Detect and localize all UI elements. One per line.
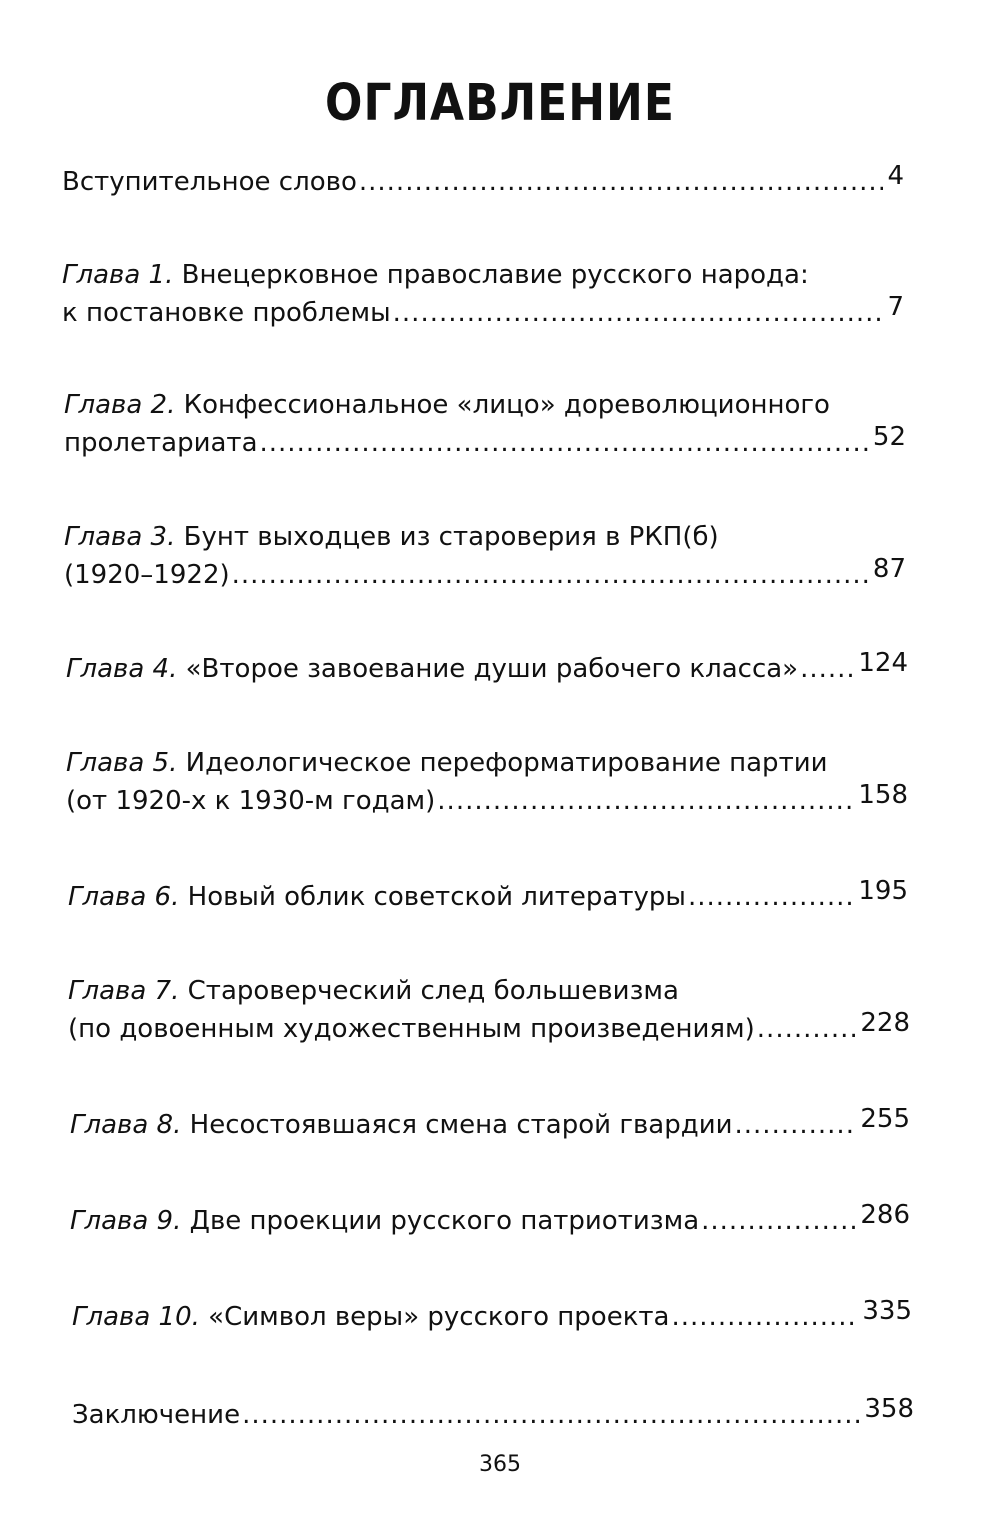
toc-entry-introduction — [62, 163, 904, 201]
entry-title: Конфессиональное «лицо» дореволюционного — [183, 390, 830, 420]
chapter-label: Глава 2. — [64, 390, 176, 420]
toc-line — [66, 744, 908, 782]
chapter-label: Глава 8. — [70, 1110, 182, 1140]
page-number: 358 — [864, 1394, 914, 1424]
toc-line — [66, 650, 908, 688]
page-title: ОГЛАВЛЕНИЕ — [325, 74, 675, 133]
toc-line — [66, 782, 908, 820]
toc-entry-chapter-6 — [68, 878, 908, 916]
entry-title: Вступительное слово — [62, 167, 357, 197]
dot-leader — [688, 878, 854, 916]
chapter-label: Глава 1. — [62, 260, 174, 290]
entry-title: Внецерковное православие русского народа: — [181, 260, 809, 290]
toc-entry-chapter-3 — [64, 518, 906, 594]
toc-line — [64, 556, 906, 594]
chapter-label: Глава 9. — [70, 1206, 182, 1236]
entry-title: Несостоявшаяся смена старой гвардии — [189, 1110, 733, 1140]
entry-title: Бунт выходцев из староверия в РКП(б) — [183, 522, 719, 552]
chapter-label: Глава 3. — [64, 522, 176, 552]
dot-leader — [757, 1010, 857, 1048]
toc-line — [72, 1298, 912, 1336]
page-number: 158 — [858, 780, 908, 810]
dot-leader — [393, 294, 884, 332]
toc-line — [68, 1010, 910, 1048]
dot-leader — [800, 650, 854, 688]
page-number: 228 — [860, 1008, 910, 1038]
entry-title: Староверческий след большевизма — [187, 976, 679, 1006]
page-number: 255 — [860, 1104, 910, 1134]
entry-title: Новый облик советской литературы — [187, 882, 686, 912]
toc-line — [64, 518, 906, 556]
toc-line — [70, 1202, 910, 1240]
toc-entry-chapter-9 — [70, 1202, 910, 1240]
entry-title-continued: (1920–1922) — [64, 560, 230, 590]
dot-leader — [232, 556, 869, 594]
toc-line — [62, 163, 904, 201]
toc-line — [64, 386, 906, 424]
entry-title: Две проекции русского патриотизма — [189, 1206, 700, 1236]
toc-line — [68, 878, 908, 916]
toc-line — [64, 424, 906, 462]
toc-line — [70, 1106, 910, 1144]
toc-line — [72, 1396, 914, 1434]
toc-entry-chapter-5 — [66, 744, 908, 820]
dot-leader — [701, 1202, 856, 1240]
toc-entry-chapter-10 — [72, 1298, 912, 1336]
page-number: 195 — [858, 876, 908, 906]
entry-title-continued: (от 1920-х к 1930-м годам) — [66, 786, 436, 816]
toc-entry-chapter-4 — [66, 650, 908, 688]
entry-title: «Второе завоевание души рабочего класса» — [185, 654, 799, 684]
chapter-label: Глава 6. — [68, 882, 180, 912]
chapter-label: Глава 4. — [66, 654, 178, 684]
entry-title-continued: (по довоенным художественным произведениям) — [68, 1014, 755, 1044]
chapter-label: Глава 5. — [66, 748, 178, 778]
dot-leader — [437, 782, 854, 820]
dot-leader — [359, 163, 884, 201]
page-number: 4 — [887, 161, 904, 191]
page-number: 87 — [872, 554, 906, 584]
chapter-label: Глава 7. — [68, 976, 180, 1006]
page-number: 7 — [887, 292, 904, 322]
entry-title: Идеологическое переформатирование партии — [185, 748, 828, 778]
dot-leader — [242, 1396, 860, 1434]
toc-entry-chapter-7 — [68, 972, 910, 1048]
toc-line — [62, 294, 904, 332]
toc-entry-chapter-2 — [64, 386, 906, 462]
toc-entry-chapter-1 — [62, 256, 904, 332]
dot-leader — [735, 1106, 857, 1144]
page-folio-number: 365 — [479, 1452, 521, 1477]
toc-entry-conclusion — [72, 1396, 914, 1434]
toc-entry-chapter-8 — [70, 1106, 910, 1144]
dot-leader — [672, 1298, 859, 1336]
entry-title: «Символ веры» русского проекта — [208, 1302, 670, 1332]
toc-line — [68, 972, 910, 1010]
page-number: 124 — [858, 648, 908, 678]
page-number: 335 — [862, 1296, 912, 1326]
entry-title: Заключение — [72, 1400, 241, 1430]
page-number: 286 — [860, 1200, 910, 1230]
entry-title-continued: к постановке проблемы — [62, 298, 391, 328]
toc-line — [62, 256, 904, 294]
dot-leader — [260, 424, 869, 462]
entry-title-continued: пролетариата — [64, 428, 258, 458]
page-number: 52 — [872, 422, 906, 452]
chapter-label: Глава 10. — [72, 1302, 200, 1332]
